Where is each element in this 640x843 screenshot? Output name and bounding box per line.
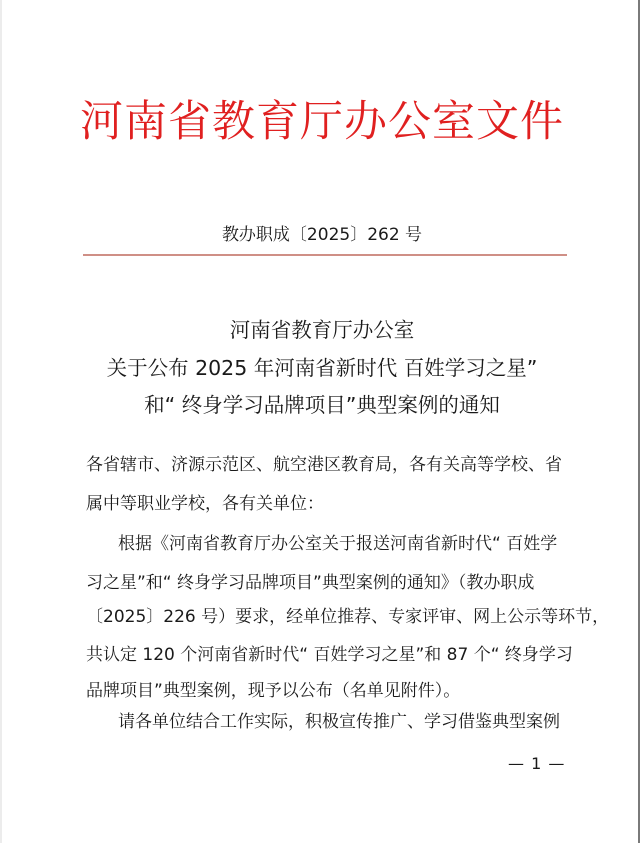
body-paragraph-1-line-3: 〔2025〕226 号）要求，经单位推荐、专家评审、网上公示等环节， [86,607,610,627]
red-divider-line [83,254,567,256]
document-number: 教办职成〔2025〕262 号 [221,225,423,245]
body-paragraph-1-line-5: 品牌项目”典型案例，现予以公布（名单见附件）。 [86,681,461,701]
notice-title-line-3: 和“ 终身学习品牌项目”典型案例的通知 [144,393,500,417]
notice-title-line-1: 河南省教育厅办公室 [229,318,415,342]
notice-title-line-2: 关于公布 2025 年河南省新时代 百姓学习之星” [106,356,538,380]
body-paragraph-1-line-1: 根据《河南省教育厅办公室关于报送河南省新时代“ 百姓学 [118,534,558,554]
page-number: — 1 — [508,754,566,773]
body-paragraph-1-line-2: 习之星”和“ 终身学习品牌项目”典型案例的通知》（教办职成 [86,573,535,593]
salutation-line-1: 各省辖市、济源示范区、航空港区教育局，各有关高等学校、省 [86,455,562,475]
body-paragraph-1-line-4: 共认定 120 个河南省新时代“ 百姓学习之星”和 87 个“ 终身学习 [86,645,573,665]
body-paragraph-2-line-1: 请各单位结合工作实际，积极宣传推广、学习借鉴典型案例 [118,712,560,732]
salutation-line-2: 属中等职业学校，各有关单位： [86,494,324,514]
masthead-title: 河南省教育厅办公室文件 [80,97,564,147]
